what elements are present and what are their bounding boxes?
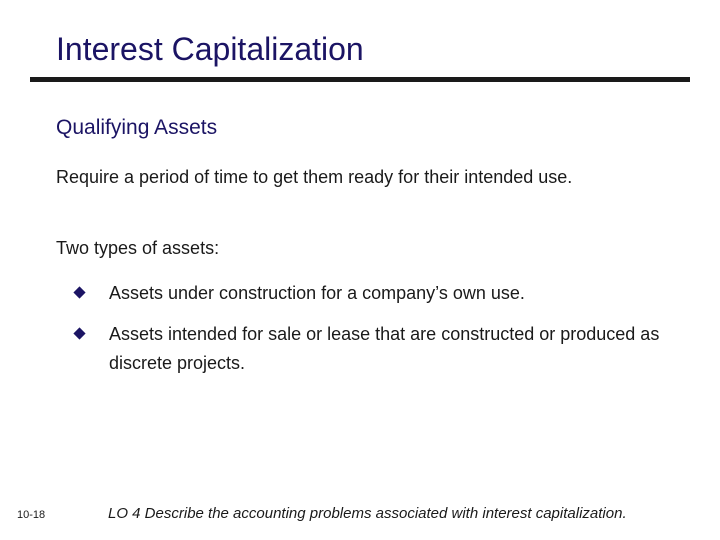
list-item: [73, 279, 673, 308]
list-item-text: Assets under construction for a company’s own use.: [109, 283, 525, 303]
slide-title: Interest Capitalization: [56, 31, 364, 67]
diamond-bullet-icon: [73, 279, 109, 306]
list-item-text: Assets intended for sale or lease that are constructed or produced as discrete projects.: [109, 324, 660, 373]
slide-number: 10-18: [17, 509, 46, 521]
asset-types-list: [73, 279, 673, 390]
types-intro-paragraph: Two types of assets:: [56, 238, 220, 258]
list-item: [73, 320, 673, 378]
title-divider: [30, 77, 690, 82]
learning-objective-footer: LO 4 Describe the accounting problems associated with interest capitalization.: [108, 505, 627, 522]
diamond-bullet-icon: [73, 320, 109, 347]
section-heading: Qualifying Assets: [56, 116, 218, 139]
definition-paragraph: Require a period of time to get them ready for their intended use.: [56, 167, 573, 187]
